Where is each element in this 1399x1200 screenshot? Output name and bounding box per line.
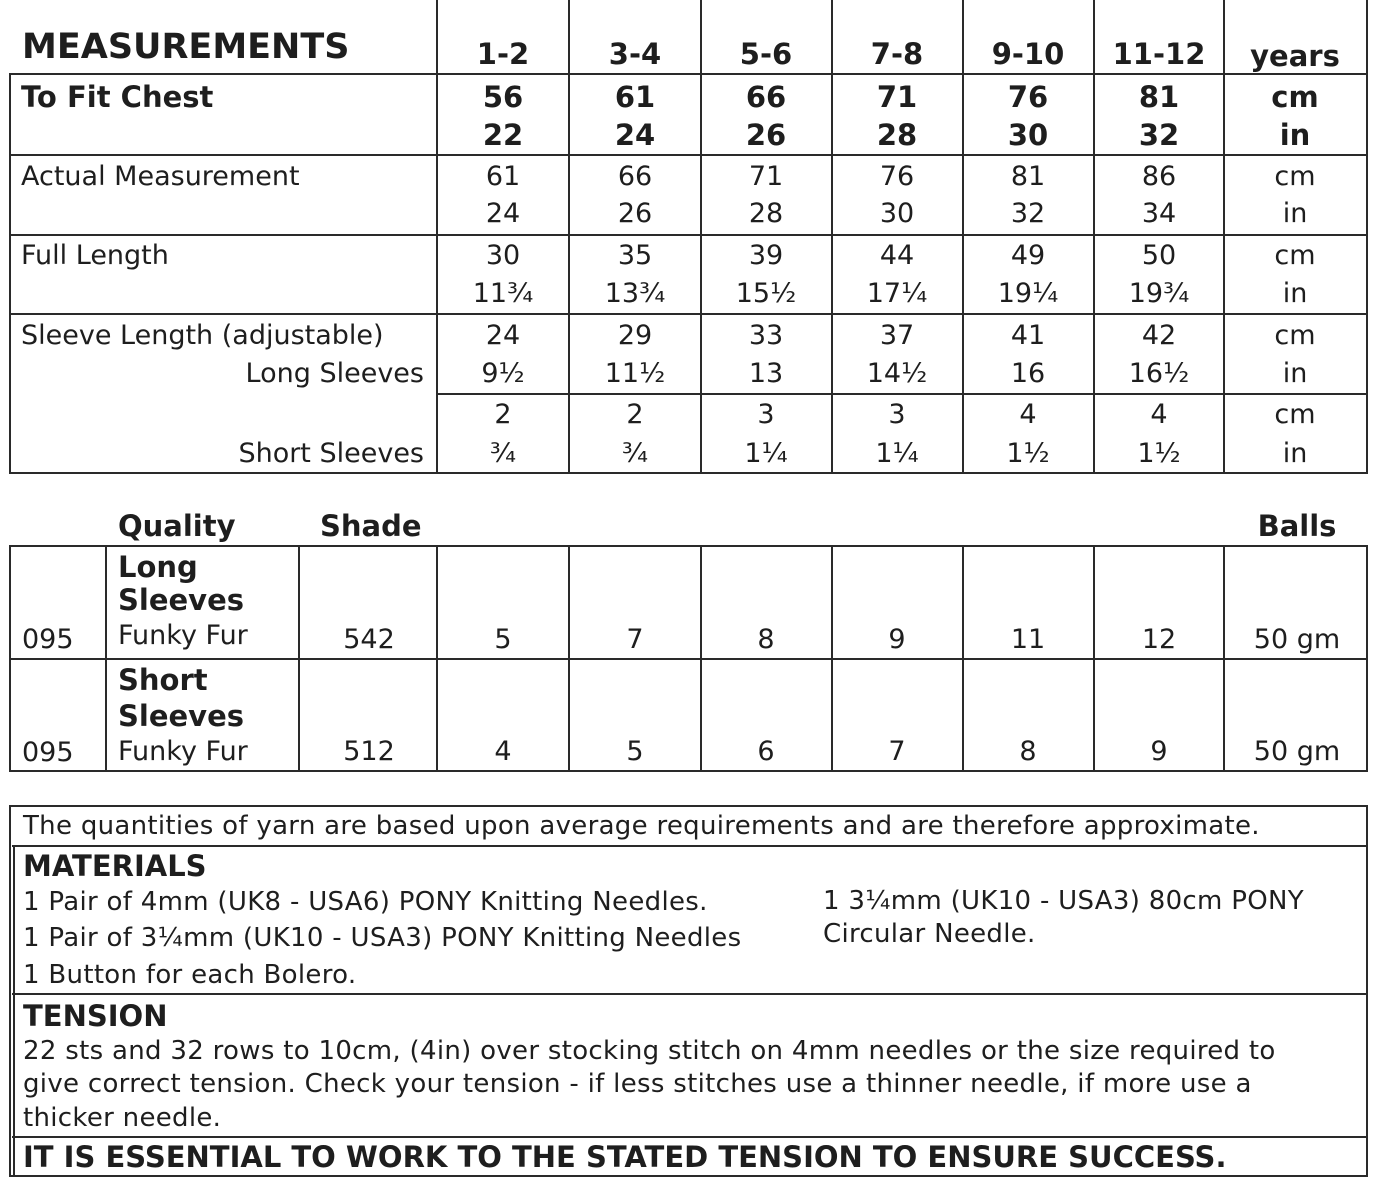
cell-value: 61 <box>485 161 521 192</box>
cell-value: 50 <box>1141 240 1177 271</box>
tension-text: give correct tension. Check your tension - if less stitches use a thinner needle, if more use a <box>23 1069 1252 1099</box>
materials-item: 1 3¼mm (UK10 - USA3) 80cm PONY <box>823 886 1304 916</box>
cell-value: 14½ <box>866 358 928 389</box>
cell-value: 2 <box>626 399 644 430</box>
unit-in: in <box>1282 198 1308 229</box>
cell-value: 9½ <box>481 358 525 389</box>
balls-value: 8 <box>1019 736 1037 767</box>
quality-header: Quality <box>118 509 236 543</box>
balls-value: 9 <box>888 624 906 655</box>
unit-cm: cm <box>1274 240 1316 271</box>
size-header: 1-2 <box>476 37 530 71</box>
cell-value: 1¼ <box>744 438 788 469</box>
materials-item: 1 Button for each Bolero. <box>23 960 357 990</box>
tension-heading: TENSION <box>23 999 168 1033</box>
cell-value: 33 <box>748 320 784 351</box>
unit-cm: cm <box>1271 80 1319 114</box>
row-sublabel: Long Sleeves <box>245 358 424 389</box>
materials-item: Circular Needle. <box>823 919 1036 949</box>
unit-in: in <box>1282 278 1308 309</box>
cell-value: 37 <box>879 320 915 351</box>
cell-value: 32 <box>1138 118 1180 152</box>
style-label: Short <box>118 663 208 697</box>
cell-value: 44 <box>879 240 915 271</box>
cell-value: 1¼ <box>875 438 919 469</box>
cell-value: 13 <box>748 358 784 389</box>
balls-value: 7 <box>626 624 644 655</box>
cell-value: 15½ <box>735 278 797 309</box>
cell-value: 24 <box>485 320 521 351</box>
materials-item: 1 Pair of 3¼mm (UK10 - USA3) PONY Knitting Needles <box>23 923 742 953</box>
cell-value: 49 <box>1010 240 1046 271</box>
cell-value: 39 <box>748 240 784 271</box>
size-header: 5-6 <box>739 37 793 71</box>
cell-value: 61 <box>614 80 656 114</box>
yarn-quantity-note: The quantities of yarn are based upon average requirements and are therefore approximate. <box>23 811 1260 841</box>
cell-value: 30 <box>1007 118 1049 152</box>
balls-value: 4 <box>494 736 512 767</box>
cell-value: 32 <box>1010 198 1046 229</box>
cell-value: 28 <box>748 198 784 229</box>
cell-value: 81 <box>1138 80 1180 114</box>
ball-weight: 50 gm <box>1253 624 1341 655</box>
unit-in: in <box>1282 438 1308 469</box>
shade-value: 512 <box>343 736 395 767</box>
row-label: Actual Measurement <box>21 161 300 192</box>
size-header: 9-10 <box>991 37 1065 71</box>
balls-value: 7 <box>888 736 906 767</box>
unit-cm: cm <box>1274 161 1316 192</box>
cell-value: 81 <box>1010 161 1046 192</box>
balls-value: 6 <box>757 736 775 767</box>
unit-in: in <box>1279 118 1311 152</box>
balls-value: 12 <box>1141 624 1177 655</box>
cell-value: 34 <box>1141 198 1177 229</box>
balls-value: 9 <box>1150 736 1168 767</box>
cell-value: 24 <box>614 118 656 152</box>
cell-value: 3 <box>757 399 775 430</box>
balls-value: 5 <box>494 624 512 655</box>
essential-notice: IT IS ESSENTIAL TO WORK TO THE STATED TENSION TO ENSURE SUCCESS. <box>23 1140 1227 1174</box>
size-header: 3-4 <box>608 37 662 71</box>
cell-value: 19¾ <box>1128 278 1190 309</box>
cell-value: 66 <box>745 80 787 114</box>
cell-value: 76 <box>1007 80 1049 114</box>
cell-value: 30 <box>879 198 915 229</box>
materials-item: 1 Pair of 4mm (UK8 - USA6) PONY Knitting Needles. <box>23 887 708 917</box>
unit-in: in <box>1282 358 1308 389</box>
cell-value: ¾ <box>621 438 649 469</box>
style-label: Sleeves <box>118 699 244 733</box>
row-sublabel: Short Sleeves <box>238 438 424 469</box>
cell-value: 42 <box>1141 320 1177 351</box>
row-label: Sleeve Length (adjustable) <box>21 320 384 351</box>
cell-value: 11½ <box>604 358 666 389</box>
measurements-title: MEASUREMENTS <box>22 27 350 67</box>
cell-value: 30 <box>485 240 521 271</box>
quality-name: Funky Fur <box>118 620 248 651</box>
cell-value: 2 <box>494 399 512 430</box>
row-label: Full Length <box>21 240 169 271</box>
cell-value: 17¼ <box>866 278 928 309</box>
tension-text: thicker needle. <box>23 1103 222 1133</box>
cell-value: 11¾ <box>472 278 534 309</box>
size-header: 7-8 <box>870 37 924 71</box>
cell-value: 41 <box>1010 320 1046 351</box>
cell-value: 3 <box>888 399 906 430</box>
shade-header: Shade <box>320 509 422 543</box>
cell-value: 71 <box>748 161 784 192</box>
cell-value: 1½ <box>1006 438 1050 469</box>
cell-value: 16 <box>1010 358 1046 389</box>
balls-header: Balls <box>1257 509 1337 543</box>
cell-value: 76 <box>879 161 915 192</box>
cell-value: 26 <box>617 198 653 229</box>
balls-value: 5 <box>626 736 644 767</box>
quality-name: Funky Fur <box>118 736 248 767</box>
unit-cm: cm <box>1274 399 1316 430</box>
cell-value: 16½ <box>1128 358 1190 389</box>
yarn-code: 095 <box>22 624 74 655</box>
cell-value: 71 <box>876 80 918 114</box>
ball-weight: 50 gm <box>1253 736 1341 767</box>
cell-value: 19¼ <box>997 278 1059 309</box>
style-label: Long <box>118 550 198 584</box>
cell-value: 26 <box>745 118 787 152</box>
unit-cm: cm <box>1274 320 1316 351</box>
cell-value: 66 <box>617 161 653 192</box>
size-unit: years <box>1250 39 1340 73</box>
shade-value: 542 <box>343 624 395 655</box>
style-label: Sleeves <box>118 583 244 617</box>
cell-value: 13¾ <box>604 278 666 309</box>
cell-value: ¾ <box>489 438 517 469</box>
cell-value: 24 <box>485 198 521 229</box>
cell-value: 86 <box>1141 161 1177 192</box>
cell-value: 1½ <box>1137 438 1181 469</box>
yarn-code: 095 <box>22 737 74 768</box>
cell-value: 4 <box>1019 399 1037 430</box>
cell-value: 29 <box>617 320 653 351</box>
cell-value: 4 <box>1150 399 1168 430</box>
cell-value: 35 <box>617 240 653 271</box>
cell-value: 28 <box>876 118 918 152</box>
cell-value: 22 <box>482 118 524 152</box>
size-header: 11-12 <box>1112 37 1206 71</box>
cell-value: 56 <box>482 80 524 114</box>
balls-value: 8 <box>757 624 775 655</box>
balls-value: 11 <box>1010 624 1046 655</box>
materials-heading: MATERIALS <box>23 849 207 883</box>
row-label: To Fit Chest <box>21 80 214 114</box>
tension-text: 22 sts and 32 rows to 10cm, (4in) over stocking stitch on 4mm needles or the size required to <box>23 1036 1276 1066</box>
